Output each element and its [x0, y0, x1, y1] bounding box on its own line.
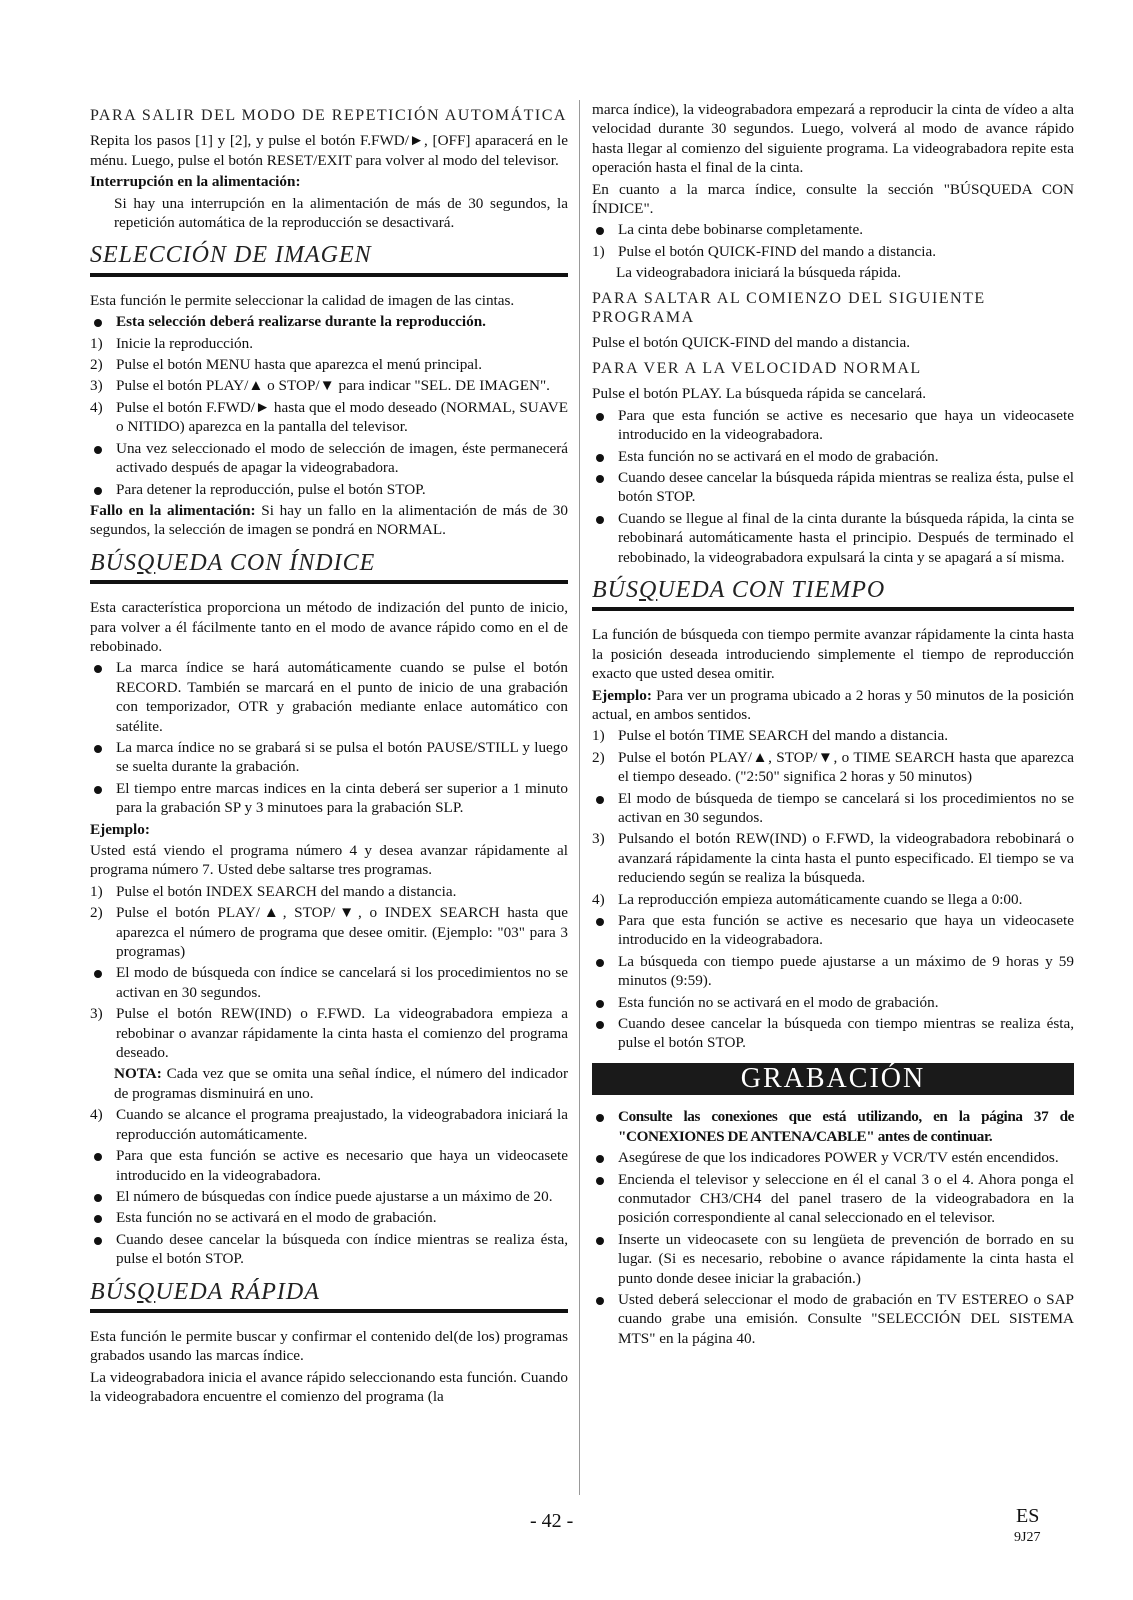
bullet-icon — [596, 1237, 604, 1245]
bullet-icon — [596, 475, 604, 483]
left-column — [90, 100, 568, 1409]
step-item: 4) La reproducción empieza automáticamente cuando se llega a 0:00. — [592, 890, 1023, 908]
bullet-item: El número de búsquedas con índice puede ajustarse a un máximo de 20. — [90, 1187, 568, 1206]
subheading-salir: PARA SALIR DEL MODO DE REPETICIÓN AUTOMÁTICA — [90, 107, 567, 124]
bullet-icon — [596, 918, 604, 926]
bullet-icon — [596, 1297, 604, 1305]
bullet-item: Asegúrese de que los indicadores POWER y VCR/TV estén encendidos. — [592, 1148, 1074, 1167]
bullet-item: La cinta debe bobinarse completamente. — [592, 220, 1074, 239]
paragraph: Esta característica proporciona un método de indización del punto de inicio, para volver a él fácilmente tanto en el modo de avance rápido como en el de rebobinado. — [90, 599, 568, 655]
step-item: 2) Pulse el botón PLAY/▲, STOP/▼, o INDEX SEARCH hasta que aparezca el número de programa que desee omitir. (Ejemplo: "03" para 3 programas) — [90, 904, 568, 961]
paragraph: Ejemplo: Para ver un programa ubicado a 2 horas y 50 minutos de la posición actual, en ambos sentidos. — [592, 686, 1074, 723]
language-code: ES — [1016, 1505, 1040, 1527]
paragraph: Si hay una interrupción en la alimentación de más de 30 segundos, la repetición automática de la reproducción se desactivará. — [114, 194, 568, 232]
paragraph: Usted está viendo el programa número 4 y desea avanzar rápidamente al programa número 7. Usted debe saltarse tres programas. — [90, 842, 568, 879]
paragraph: La videograbadora iniciará la búsqueda rápida. — [616, 264, 902, 282]
step-item: 3) Pulse el botón REW(IND) o F.FWD. La videograbadora empieza a rebobinar o avanzar rápidamente la cinta hasta el comienzo del programa deseado. — [90, 1005, 568, 1062]
step-item: 4) Cuando se alcance el programa preajustado, la videograbadora iniciará la reproducción automáticamente. — [90, 1106, 568, 1143]
section-title-indice: BÚSQUEDA CON ÍNDICE — [90, 554, 568, 584]
step-item: 4) Pulse el botón F.FWD/► hasta que el modo deseado (NORMAL, SUAVE o NITIDO) aparezca en la pantalla del televisor. — [90, 398, 568, 436]
section-title-seleccion: SELECCIÓN DE IMAGEN — [90, 246, 568, 276]
bullet-item: Para que esta función se active es necesario que haya un videocasete introducido en la videograbadora. — [592, 911, 1074, 950]
subheading-interrupcion: Interrupción en la alimentación: — [90, 173, 301, 191]
bullet-icon — [596, 454, 604, 462]
section-title-tiempo: BÚSQUEDA CON TIEMPO — [592, 581, 1074, 611]
bullet-item: Cuando se llegue al final de la cinta durante la búsqueda rápida, la cinta se rebobinará automáticamente hasta el principio. Después de terminado el rebobinado, la videograbadora expulsará la cinta y se apagará a sí misma. — [592, 509, 1074, 567]
bullet-item: El modo de búsqueda con índice se cancelará si los procedimientos no se activan en 30 segundos. — [90, 963, 568, 1002]
bullet-item: Esta función no se activará en el modo de grabación. — [592, 993, 1074, 1012]
section-title-rapida: BÚSQUEDA RÁPIDA — [90, 1283, 568, 1313]
right-column — [592, 100, 1074, 1350]
paragraph: Pulse el botón QUICK-FIND del mando a distancia. — [592, 334, 911, 352]
bullet-item: Inserte un videocasete con su lengüeta de prevención de borrado en su lugar. (Si es necesario, rebobine o avance rápidamente la cinta hasta el punto donde desee iniciar la grabación.) — [592, 1230, 1074, 1288]
section-banner-grabacion: GRABACIÓN — [592, 1063, 1074, 1095]
paragraph: Esta función le permite buscar y confirmar el contenido del(de los) programas grabados usando las marcas índice. — [90, 1327, 568, 1365]
bullet-item: La búsqueda con tiempo puede ajustarse a un máximo de 9 horas y 59 minutos (9:59). — [592, 952, 1074, 991]
paragraph: En cuanto a la marca índice, consulte la sección "BÚSQUEDA CON ÍNDICE". — [592, 180, 1074, 218]
bullet-item: Una vez seleccionado el modo de selección de imagen, éste permanecerá activado después de apagar la videograbadora. — [90, 439, 568, 478]
paragraph: Pulse el botón PLAY. La búsqueda rápida se cancelará. — [592, 385, 927, 403]
bullet-icon — [94, 786, 102, 794]
bullet-icon — [596, 1021, 604, 1029]
bullet-icon — [596, 1114, 604, 1122]
bullet-icon — [94, 446, 102, 454]
bullet-item: Cuando desee cancelar la búsqueda con tiempo mientras se realiza ésta, pulse el botón STOP. — [592, 1014, 1074, 1053]
subheading-saltar: PARA SALTAR AL COMIENZO DEL SIGUIENTE PROGRAMA — [592, 289, 986, 327]
bullet-icon — [94, 1194, 102, 1202]
paragraph: Esta función le permite seleccionar la calidad de imagen de las cintas. — [90, 291, 515, 309]
bullet-item: Esta función no se activará en el modo de grabación. — [90, 1208, 568, 1227]
step-item: 1) Inicie la reproducción. — [90, 334, 254, 352]
bullet-item: El tiempo entre marcas indices en la cinta deberá ser superior a 1 minuto para la grabación SP y 3 minutoes para la grabación SLP. — [90, 779, 568, 818]
subheading-normal: PARA VER A LA VELOCIDAD NORMAL — [592, 359, 922, 377]
bullet-item: La marca índice no se grabará si se pulsa el botón PAUSE/STILL y luego se suelta durante la grabación. — [90, 738, 568, 777]
bullet-icon — [596, 1177, 604, 1185]
bullet-icon — [94, 1215, 102, 1223]
bullet-icon — [94, 745, 102, 753]
bullet-icon — [596, 413, 604, 421]
paragraph: Repita los pasos [1] y [2], y pulse el botón F.FWD/►, [OFF] aparacerá en le ménu. Luego, pulse el botón RESET/EXIT para volver al modo del televisor. — [90, 132, 568, 169]
bullet-icon — [596, 796, 604, 804]
bullet-icon — [596, 227, 604, 235]
paragraph: La función de búsqueda con tiempo permite avanzar rápidamente la cinta hasta la posición deseada introduciendo simplemente el tiempo de reproducción exacto que usted desea omitir. — [592, 626, 1074, 683]
paragraph: Fallo en la alimentación: Si hay un fallo en la alimentación de más de 30 segundos, la selección de imagen se pondrá en NORMAL. — [90, 501, 568, 539]
bullet-item: La marca índice se hará automáticamente cuando se pulse el botón RECORD. También se marcará en el punto de inicio de una grabación con temporizador, OTR y grabación mediante enlace automático con satélite. — [90, 658, 568, 736]
bullet-icon — [94, 1237, 102, 1245]
bullet-item: Esta selección deberá realizarse durante la reproducción. — [90, 312, 568, 331]
subheading-ejemplo: Ejemplo: — [90, 820, 150, 838]
bullet-item: Esta función no se activará en el modo de grabación. — [592, 447, 1074, 466]
step-item: 2) Pulse el botón PLAY/▲, STOP/▼, o TIME SEARCH hasta que aparezca el tiempo deseado. ("2:50" significa 2 horas y 50 minutos) — [592, 748, 1074, 786]
bullet-icon — [94, 319, 102, 327]
bullet-item: Para que esta función se active es necesario que haya un videocasete introducido en la videograbadora. — [592, 406, 1074, 445]
document-code: 9J27 — [1014, 1530, 1041, 1545]
step-item: 2) Pulse el botón MENU hasta que aparezca el menú principal. — [90, 356, 483, 374]
bullet-item: Usted deberá seleccionar el modo de grabación en TV ESTEREO o SAP cuando grabe una emisión. Consulte "SELECCIÓN DEL SISTEMA MTS" en la página 40. — [592, 1290, 1074, 1348]
column-divider — [579, 100, 580, 1495]
bullet-icon — [94, 1153, 102, 1161]
bullet-item: Para que esta función se active es necesario que haya un videocasete introducido en la videograbadora. — [90, 1146, 568, 1185]
step-item: 1) Pulse el botón INDEX SEARCH del mando a distancia. — [90, 882, 457, 900]
bullet-item: Consulte las conexiones que está utilizando, en la página 37 de "CONEXIONES DE ANTENA/CABLE" antes de continuar. — [592, 1107, 1074, 1146]
bullet-icon — [596, 959, 604, 967]
bullet-icon — [94, 665, 102, 673]
step-item: 3) Pulse el botón PLAY/▲ o STOP/▼ para indicar "SEL. DE IMAGEN". — [90, 377, 550, 395]
bullet-item: El modo de búsqueda de tiempo se cancelará si los procedimientos no se activan en 30 segundos. — [592, 789, 1074, 828]
bullet-item: Cuando desee cancelar la búsqueda con índice mientras se realiza ésta, pulse el botón STOP. — [90, 1230, 568, 1269]
note: NOTA: Cada vez que se omita una señal índice, el número del indicador de programas disminuirá en uno. — [114, 1065, 568, 1102]
bullet-icon — [596, 1155, 604, 1163]
bullet-icon — [94, 970, 102, 978]
paragraph: marca índice), la videograbadora empezará a reproducir la cinta de vídeo a alta velocidad durante 30 segundos. Luego, volverá al modo de avance rápido hasta llegar al comienzo del siguiente programa. La videograbadora repite esta operación hasta el final de la cinta. — [592, 101, 1074, 177]
bullet-item: Encienda el televisor y seleccione en él el canal 3 o el 4. Ahora ponga el conmutador CH3/CH4 del panel trasero de la videograbadora en la posición correspondiente al canal seleccionado en el televisor. — [592, 1170, 1074, 1228]
page-number: - 42 - — [530, 1510, 574, 1532]
bullet-item: Para detener la reproducción, pulse el botón STOP. — [90, 480, 568, 499]
step-item: 1) Pulse el botón QUICK-FIND del mando a distancia. — [592, 242, 937, 260]
step-item: 1) Pulse el botón TIME SEARCH del mando a distancia. — [592, 727, 949, 745]
bullet-icon — [94, 487, 102, 495]
bullet-icon — [596, 1000, 604, 1008]
bullet-icon — [596, 516, 604, 524]
bullet-item: Cuando desee cancelar la búsqueda rápida mientras se realiza ésta, pulse el botón STOP. — [592, 468, 1074, 507]
paragraph: La videograbadora inicia el avance rápido seleccionando esta función. Cuando la videograbadora encuentre el comienzo del programa (la — [90, 1368, 568, 1406]
step-item: 3) Pulsando el botón REW(IND) o F.FWD, la videograbadora rebobinará o avanzará rápidamente la cinta hasta el punto especificado. El tiempo se va reduciendo según se realiza la búsqueda. — [592, 830, 1074, 887]
